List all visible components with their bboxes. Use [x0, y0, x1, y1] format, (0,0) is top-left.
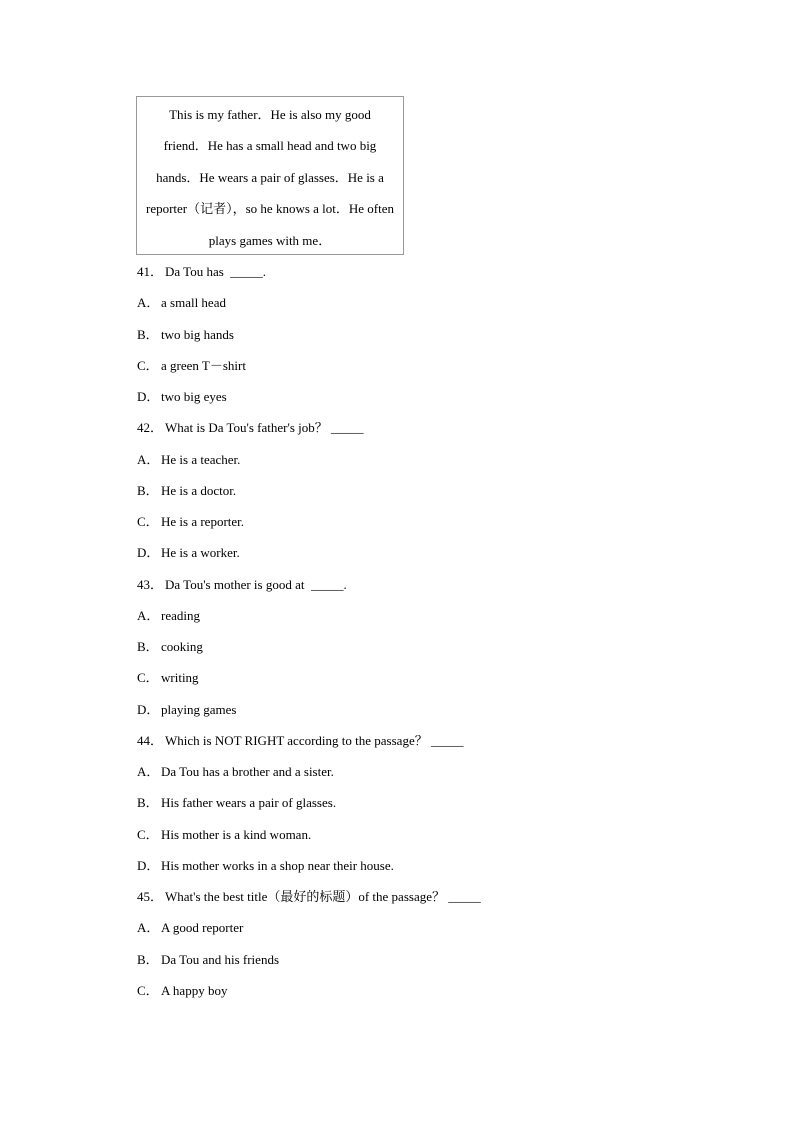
option-text: cooking	[161, 639, 203, 654]
question-44-option-d	[137, 855, 697, 886]
option-letter: C．	[137, 670, 159, 686]
passage-line-2: friend．He has a small head and two big	[163, 138, 377, 154]
question-43-option-c	[137, 667, 697, 698]
option-letter: C．	[137, 357, 159, 373]
option-letter: D．	[137, 389, 160, 404]
option-text: A good reporter	[161, 920, 244, 936]
option-text: His mother is a kind woman.	[161, 826, 312, 842]
question-number: 43．	[137, 576, 164, 592]
option-text: Da Tou and his friends	[161, 951, 279, 967]
option-text: He is a teacher.	[161, 451, 241, 467]
option-letter: D．	[137, 701, 160, 717]
question-42-option-b	[137, 480, 697, 511]
question-number: 41．	[137, 264, 164, 279]
question-44-option-a	[137, 761, 697, 792]
question-list	[137, 261, 697, 1011]
question-text: Which is NOT RIGHT according to the passage？ _____	[165, 732, 464, 748]
question-text: Da Tou's mother is good at _____.	[165, 576, 347, 592]
question-45-option-a	[137, 917, 697, 948]
option-text: playing games	[161, 701, 237, 717]
question-41-option-a	[137, 292, 697, 323]
option-text: two big hands	[161, 326, 234, 342]
question-45	[137, 886, 697, 917]
passage-line-3: hands．He wears a pair of glasses．He is a	[156, 169, 384, 185]
question-43	[137, 574, 697, 605]
option-letter: D．	[137, 545, 160, 561]
question-45-option-b	[137, 949, 697, 980]
question-number: 42．	[137, 420, 164, 436]
option-letter: B．	[137, 795, 159, 811]
question-44	[137, 730, 697, 761]
option-text: a small head	[161, 295, 226, 311]
question-number: 44．	[137, 732, 164, 748]
option-text: two big eyes	[161, 389, 227, 404]
option-text: He is a doctor.	[161, 482, 237, 498]
option-letter: A．	[137, 764, 160, 779]
option-text: His mother works in a shop near their house.	[161, 857, 394, 873]
option-letter: B．	[137, 326, 159, 342]
option-letter: C．	[137, 514, 159, 529]
option-letter: B．	[137, 639, 159, 654]
option-letter: A．	[137, 451, 160, 467]
question-44-option-b	[137, 792, 697, 823]
question-42	[137, 417, 697, 448]
question-43-option-a	[137, 605, 697, 636]
option-letter: A．	[137, 607, 160, 623]
question-42-option-c	[137, 511, 697, 542]
question-text: What is Da Tou's father's job？ _____	[165, 420, 364, 436]
option-letter: A．	[137, 295, 160, 311]
option-letter: B．	[137, 482, 159, 498]
option-text: He is a reporter.	[161, 514, 245, 529]
question-number: 45．	[137, 889, 164, 904]
option-letter: B．	[137, 951, 159, 967]
passage-line-4: reporter（记者），so he knows a lot．He often	[145, 201, 395, 217]
option-text: Da Tou has a brother and a sister.	[161, 764, 334, 779]
question-text: What's the best title（最好的标题）of the passage？ _____	[165, 889, 481, 904]
question-45-option-c	[137, 980, 697, 1011]
question-text: Da Tou has _____.	[165, 264, 267, 279]
option-text: reading	[161, 607, 200, 623]
question-41-option-b	[137, 324, 697, 355]
question-42-option-d	[137, 542, 697, 573]
question-43-option-d	[137, 699, 697, 730]
passage-line-5: plays games with me．	[208, 232, 332, 248]
option-text: a green T－shirt	[161, 357, 246, 373]
passage-line-1: This is my father．He is also my good	[169, 107, 371, 122]
question-41-option-d	[137, 386, 697, 417]
question-41-option-c	[137, 355, 697, 386]
option-letter: C．	[137, 826, 159, 842]
option-text: His father wears a pair of glasses.	[161, 795, 337, 811]
question-42-option-a	[137, 449, 697, 480]
question-44-option-c	[137, 824, 697, 855]
option-text: He is a worker.	[161, 545, 240, 561]
option-letter: C．	[137, 982, 159, 998]
option-letter: D．	[137, 857, 160, 873]
option-letter: A．	[137, 920, 160, 936]
option-text: writing	[161, 670, 199, 686]
question-43-option-b	[137, 636, 697, 667]
option-text: A happy boy	[161, 982, 228, 998]
passage-box	[136, 96, 404, 255]
question-41	[137, 261, 697, 292]
